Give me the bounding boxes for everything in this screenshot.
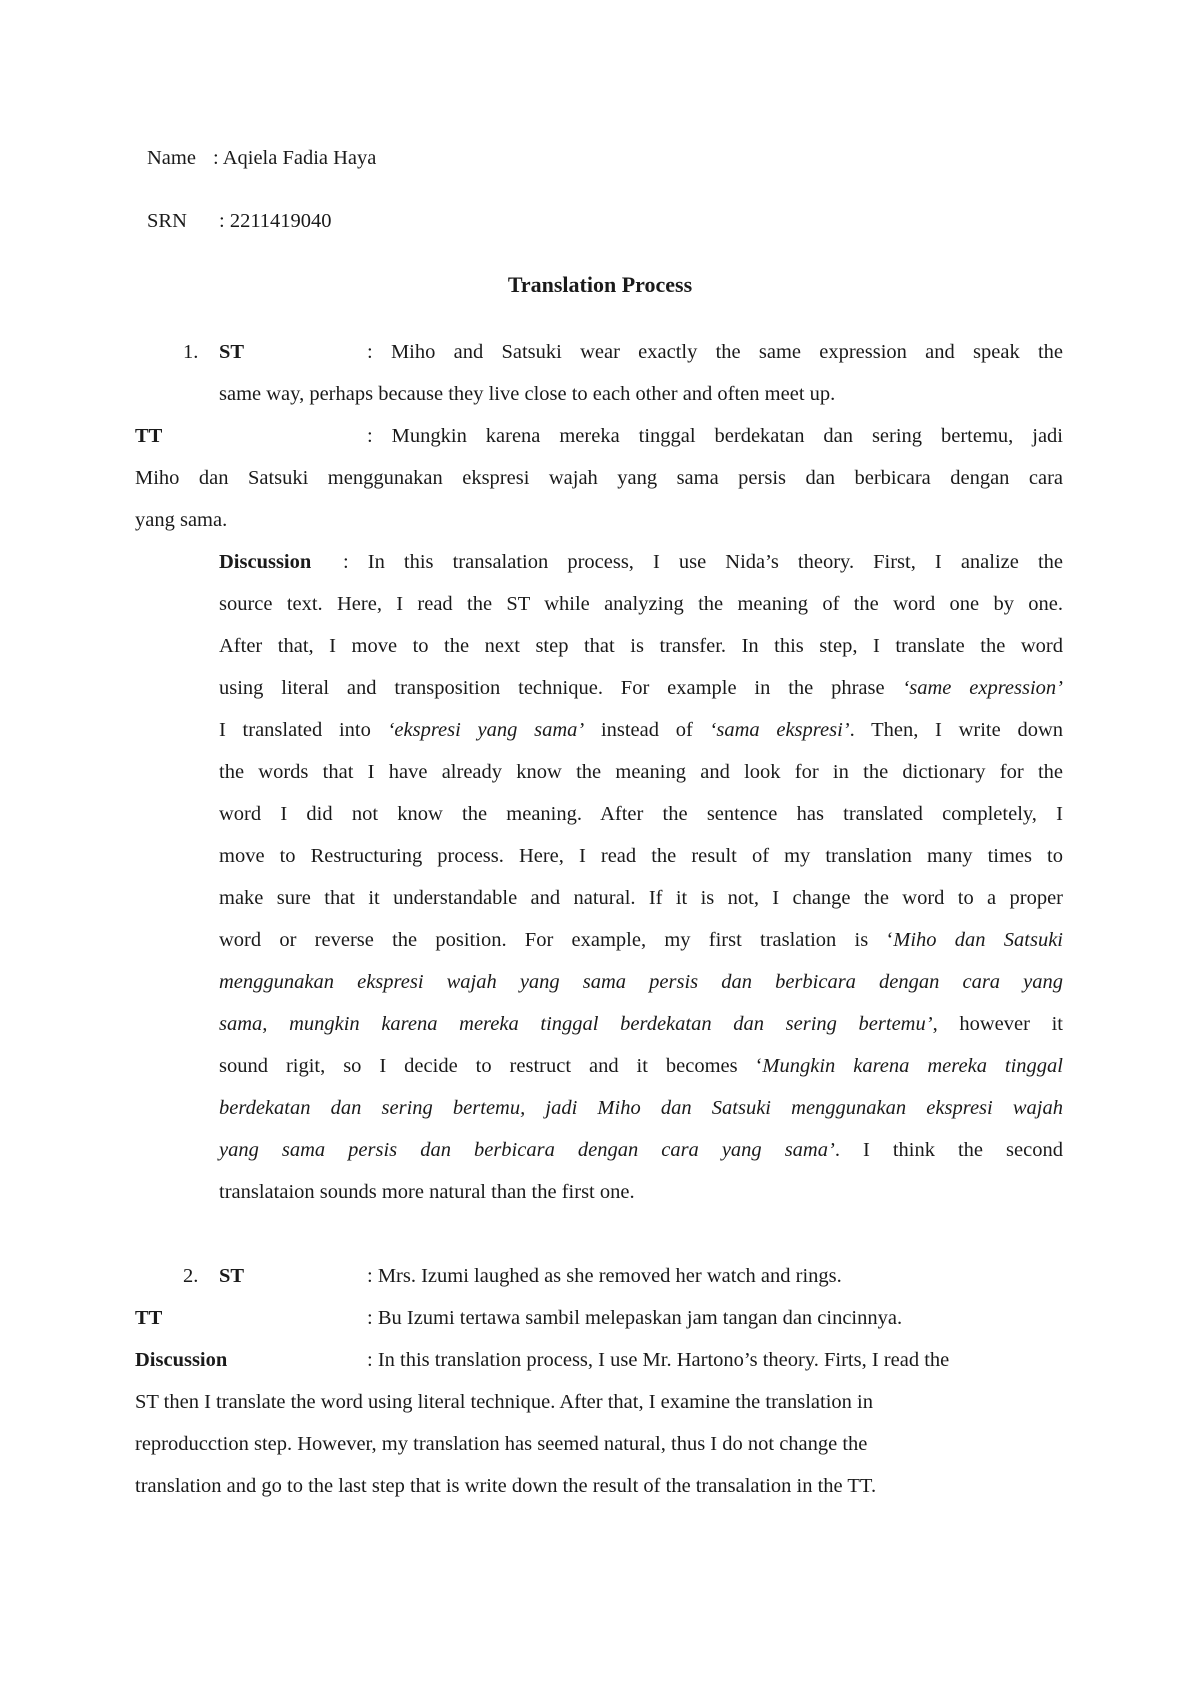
item1-discussion-line: sama, mungkin karena mereka tinggal berdekatan dan sering bertemu’, however it (219, 1013, 1063, 1035)
item2-st-text: : Mrs. Izumi laughed as she removed her watch and rings. (367, 1265, 842, 1287)
item1-discussion-line: word or reverse the position. For example, my first traslation is ‘Miho dan Satsuki (219, 929, 1063, 951)
item2-tt-label: TT (135, 1307, 163, 1329)
item1-discussion-line: : In this transalation process, I use Nida’s theory. First, I analize the (343, 551, 1063, 573)
srn-label: SRN (147, 210, 187, 232)
item2-tt-text: : Bu Izumi tertawa sambil melepaskan jam tangan dan cincinnya. (367, 1307, 903, 1329)
item1-discussion-line: After that, I move to the next step that is transfer. In this step, I translate the word (219, 635, 1063, 657)
name-label: Name (147, 147, 196, 169)
item2-discussion-line: reproducction step. However, my translation has seemed natural, thus I do not change the (135, 1433, 868, 1455)
item2-discussion-line: translation and go to the last step that is write down the result of the transalation in the TT. (135, 1475, 877, 1497)
item1-discussion-line: translataion sounds more natural than the first one. (219, 1181, 635, 1203)
item1-tt-line3: yang sama. (135, 509, 228, 531)
item1-number: 1. (183, 341, 199, 363)
item1-tt-label: TT (135, 425, 163, 447)
item2-discussion-line: ST then I translate the word using literal technique. After that, I examine the translation in (135, 1391, 873, 1413)
item1-st-line2: same way, perhaps because they live close to each other and often meet up. (219, 383, 836, 405)
item1-discussion-line: sound rigit, so I decide to restruct and it becomes ‘Mungkin karena mereka tinggal (219, 1055, 1063, 1077)
item2-number: 2. (183, 1265, 199, 1287)
item1-discussion-line: berdekatan dan sering bertemu, jadi Miho dan Satsuki menggunakan ekspresi wajah (219, 1097, 1063, 1119)
item1-discussion-line: make sure that it understandable and natural. If it is not, I change the word to a proper (219, 887, 1063, 909)
item1-st-label: ST (219, 341, 245, 363)
item1-discussion-label: Discussion (219, 551, 312, 573)
item1-tt-line1: : Mungkin karena mereka tinggal berdekatan dan sering bertemu, jadi (367, 425, 1063, 447)
page-title: Translation Process (507, 272, 693, 297)
item1-discussion-line: using literal and transposition technique. For example in the phrase ‘same expression’ (219, 677, 1064, 699)
item2-discussion-line: : In this translation process, I use Mr. Hartono’s theory. Firts, I read the (367, 1349, 950, 1371)
item1-discussion-line: the words that I have already know the meaning and look for in the dictionary for the (219, 761, 1063, 783)
item1-st-line1: : Miho and Satsuki wear exactly the same expression and speak the (367, 341, 1063, 363)
item1-tt-line2: Miho dan Satsuki menggunakan ekspresi wajah yang sama persis dan berbicara dengan cara (135, 467, 1063, 489)
item2-discussion-label: Discussion (135, 1349, 228, 1371)
item1-discussion-line: yang sama persis dan berbicara dengan cara yang sama’. I think the second (219, 1139, 1063, 1161)
item1-discussion-line: move to Restructuring process. Here, I read the result of my translation many times to (219, 845, 1063, 867)
srn-value: : 2211419040 (219, 210, 332, 232)
item2-st-label: ST (219, 1265, 245, 1287)
item1-discussion-line: word I did not know the meaning. After the sentence has translated completely, I (219, 803, 1063, 825)
item1-discussion-line: I translated into ‘ekspresi yang sama’ instead of ‘sama ekspresi’. Then, I write down (219, 719, 1063, 741)
item1-discussion-line: source text. Here, I read the ST while analyzing the meaning of the word one by one. (219, 593, 1063, 615)
item1-discussion-line: menggunakan ekspresi wajah yang sama persis dan berbicara dengan cara yang (219, 971, 1063, 993)
name-value: : Aqiela Fadia Haya (213, 147, 377, 169)
